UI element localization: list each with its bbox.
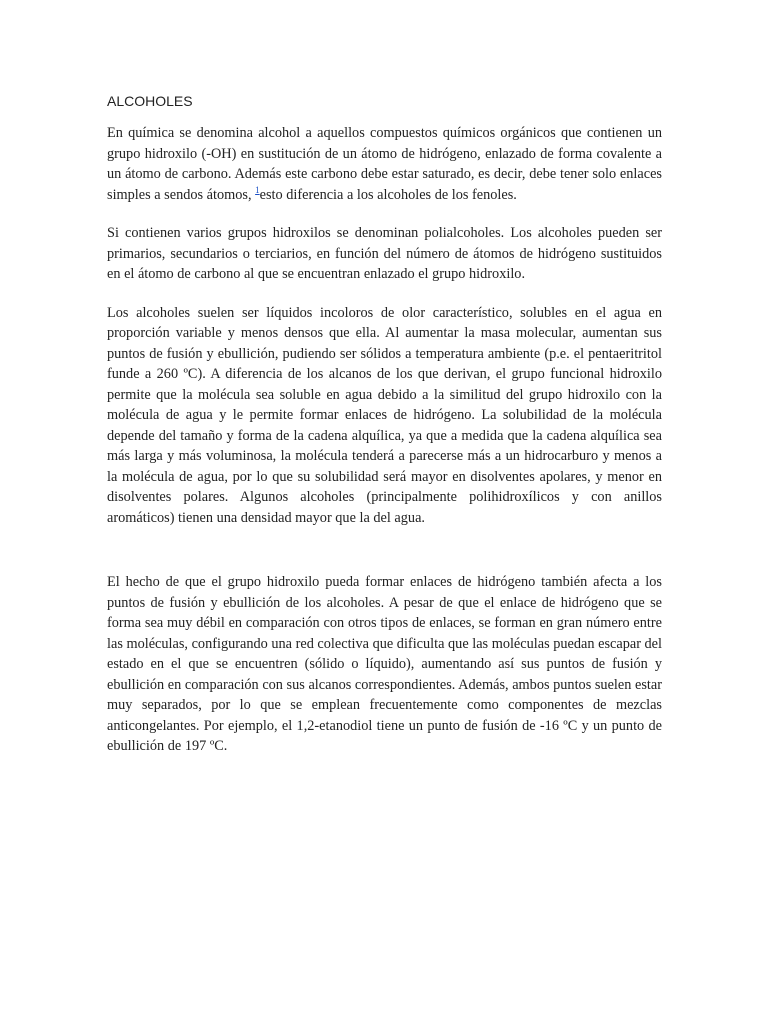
paragraph-properties: Los alcoholes suelen ser líquidos incoloros de olor característico, solubles en el agua en proporción variable y menos densos que ella. Al aumentar la masa molecular, aumentan sus puntos de fusión y ebullición, pudiendo ser sólidos a temperatura ambiente (p.e. el pentaeritritol funde a 260 ºC). A diferencia de los alcanos de los que derivan, el grupo funcional hidroxilo permite que la molécula sea soluble en agua debido a la similitud del grupo hidroxilo con la molécula de agua y le permite formar enlaces de hidrógeno. La solubilidad de la molécula depende del tamaño y forma de la cadena alquílica, ya que a medida que la cadena alquílica sea más larga y más voluminosa, la molécula tenderá a parecerse más a un hidrocarburo y menos a la molécula de agua, por lo que su solubilidad será mayor en disolventes apolares, y menor en disolventes polares. Algunos alcoholes (principalmente polihidroxílicos y con anillos aromáticos) tienen una densidad mayor que la del agua. <box>107 304 662 526</box>
paragraph-definition-text-continued: esto diferencia a los alcoholes de los fenoles. <box>259 186 517 203</box>
footnote-reference-link[interactable]: 1 <box>255 184 260 195</box>
document-page <box>107 91 662 775</box>
document-title: ALCOHOLES <box>107 93 193 109</box>
paragraph-polyalcohols: Si contienen varios grupos hidroxilos se denominan polialcoholes. Los alcoholes pueden ser primarios, secundarios o terciarios, en función del número de átomos de hidrógeno sustituidos en el átomo de carbono al que se encuentran enlazado el grupo hidroxilo. <box>107 225 662 282</box>
paragraph-hydrogen-bonds: El hecho de que el grupo hidroxilo pueda formar enlaces de hidrógeno también afecta a los puntos de fusión y ebullición de los alcoholes. A pesar de que el enlace de hidrógeno que se forma sea muy débil en comparación con otros tipos de enlaces, se forman en gran número entre las moléculas, configurando una red colectiva que dificulta que las moléculas puedan escapar del estado en el que se encuentren (sólido o líquido), aumentando así sus puntos de fusión y ebullición en comparación con sus alcanos correspondientes. Además, ambos puntos suelen estar muy separados, por lo que se emplean frecuentemente como componentes de mezclas anticongelantes. Por ejemplo, el 1,2-etanodiol tiene un punto de fusión de -16 ºC y un punto de ebullición de 197 ºC. <box>107 574 662 754</box>
paragraph-definition <box>107 123 662 205</box>
paragraph-definition-text: En química se denomina alcohol a aquellos compuestos químicos orgánicos que contienen un grupo hidroxilo (-OH) en sustitución de un átomo de hidrógeno, enlazado de forma covalente a un átomo de carbono. Además este carbono debe estar saturado, es decir, debe tener solo enlaces simples a sendos átomos, <box>107 125 662 203</box>
